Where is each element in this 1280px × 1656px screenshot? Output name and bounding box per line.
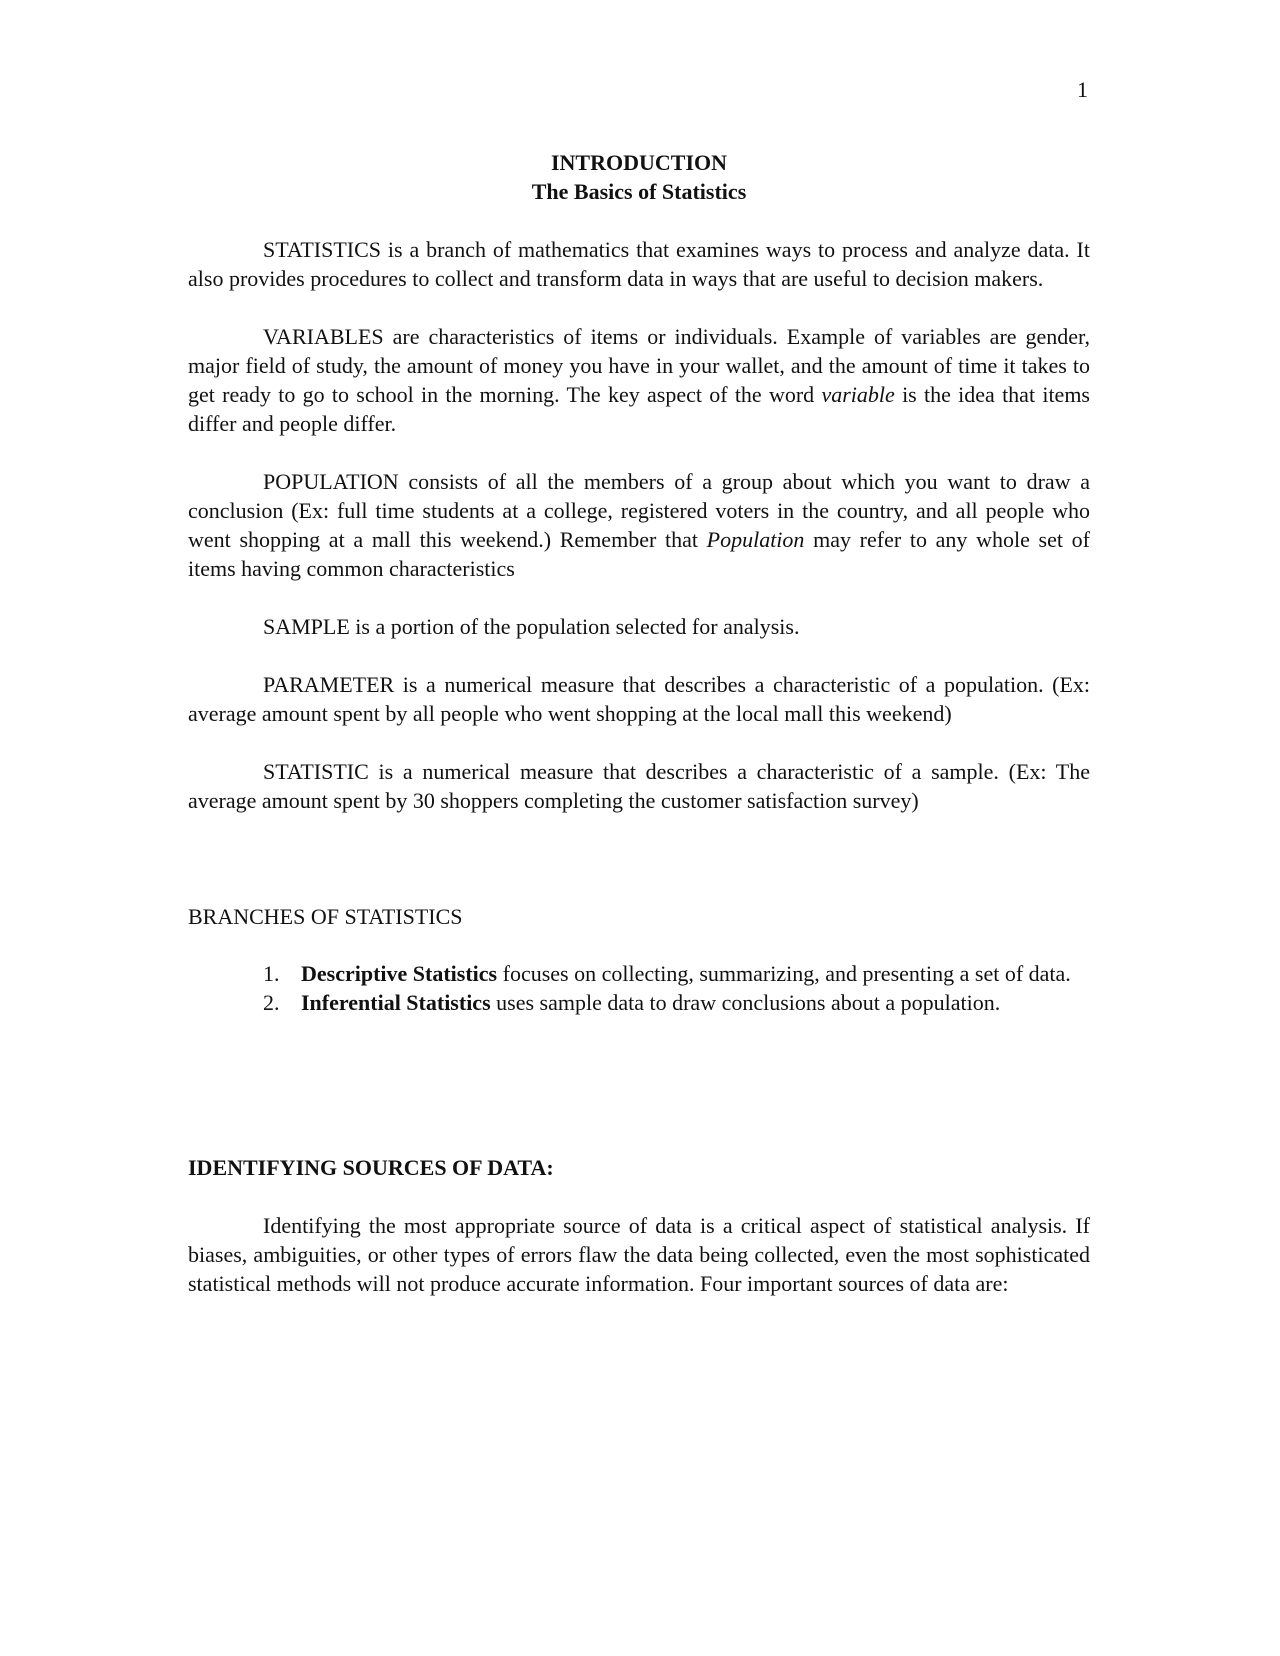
document-content: [188, 148, 1090, 1298]
definition-emphasis: Population: [706, 527, 805, 552]
definition-text: is a numerical measure that describes a characteristic of a sample. (Ex: The average amount spent by 30 shoppers completing the customer satisfaction survey): [188, 759, 1090, 813]
page-subtitle: The Basics of Statistics: [531, 179, 747, 204]
definition-parameter: [188, 670, 1090, 728]
definition-text-before: consists of all the members of a group about which you want to draw a conclusion (Ex: full time students at a college, registered voters in the country, and all people who went shopping at a mall this weekend.) Remember that: [188, 469, 1090, 552]
definition-text-after: is the idea that items differ and people differ.: [188, 382, 1090, 436]
term-parameter: PARAMETER: [263, 672, 395, 697]
list-item-text: uses sample data to draw conclusions about a population.: [490, 990, 1001, 1015]
definition-text-before: are characteristics of items or individuals. Example of variables are gender, major field of study, the amount of money you have in your wallet, and the amount of time it takes to get ready to go to school in the morning. The key aspect of the word: [188, 324, 1090, 407]
list-item-number: 1.: [263, 961, 280, 986]
term-population: POPULATION: [263, 469, 399, 494]
branches-list: [188, 959, 1090, 1017]
list-item: [263, 988, 1090, 1017]
definition-text: is a portion of the population selected for analysis.: [349, 614, 800, 639]
definition-statistic: [188, 757, 1090, 815]
definition-emphasis: variable: [821, 382, 895, 407]
list-item-term: Descriptive Statistics: [301, 961, 498, 986]
term-statistic: STATISTIC: [263, 759, 369, 784]
list-item-number: 2.: [263, 990, 280, 1015]
list-item-text: focuses on collecting, summarizing, and presenting a set of data.: [497, 961, 1071, 986]
definition-text-after: may refer to any whole set of items having common characteristics: [188, 527, 1090, 581]
title-block: [188, 148, 1090, 206]
list-item-term: Inferential Statistics: [301, 990, 491, 1015]
term-variables: VARIABLES: [263, 324, 384, 349]
page-title: INTRODUCTION: [550, 150, 728, 175]
sources-heading: IDENTIFYING SOURCES OF DATA:: [188, 1155, 554, 1180]
term-statistics: STATISTICS: [263, 237, 382, 262]
list-item: [263, 959, 1090, 988]
definition-population: [188, 467, 1090, 583]
sources-paragraph: Identifying the most appropriate source of data is a critical aspect of statistical analysis. If biases, ambiguities, or other types of errors flaw the data being collected, even the most sophisticated statistical methods will not produce accurate information. Four important sources of data are:: [188, 1213, 1090, 1296]
term-sample: SAMPLE: [263, 614, 350, 639]
definition-text: is a branch of mathematics that examines ways to process and analyze data. It also provides procedures to collect and transform data in ways that are useful to decision makers.: [188, 237, 1090, 291]
definition-variables: [188, 322, 1090, 438]
definition-text: is a numerical measure that describes a characteristic of a population. (Ex: average amount spent by all people who went shopping at the local mall this weekend): [188, 672, 1090, 726]
branches-heading: BRANCHES OF STATISTICS: [188, 904, 463, 929]
page-number: 1: [1077, 77, 1088, 102]
definition-sample: [188, 612, 1090, 641]
definition-statistics: [188, 235, 1090, 293]
